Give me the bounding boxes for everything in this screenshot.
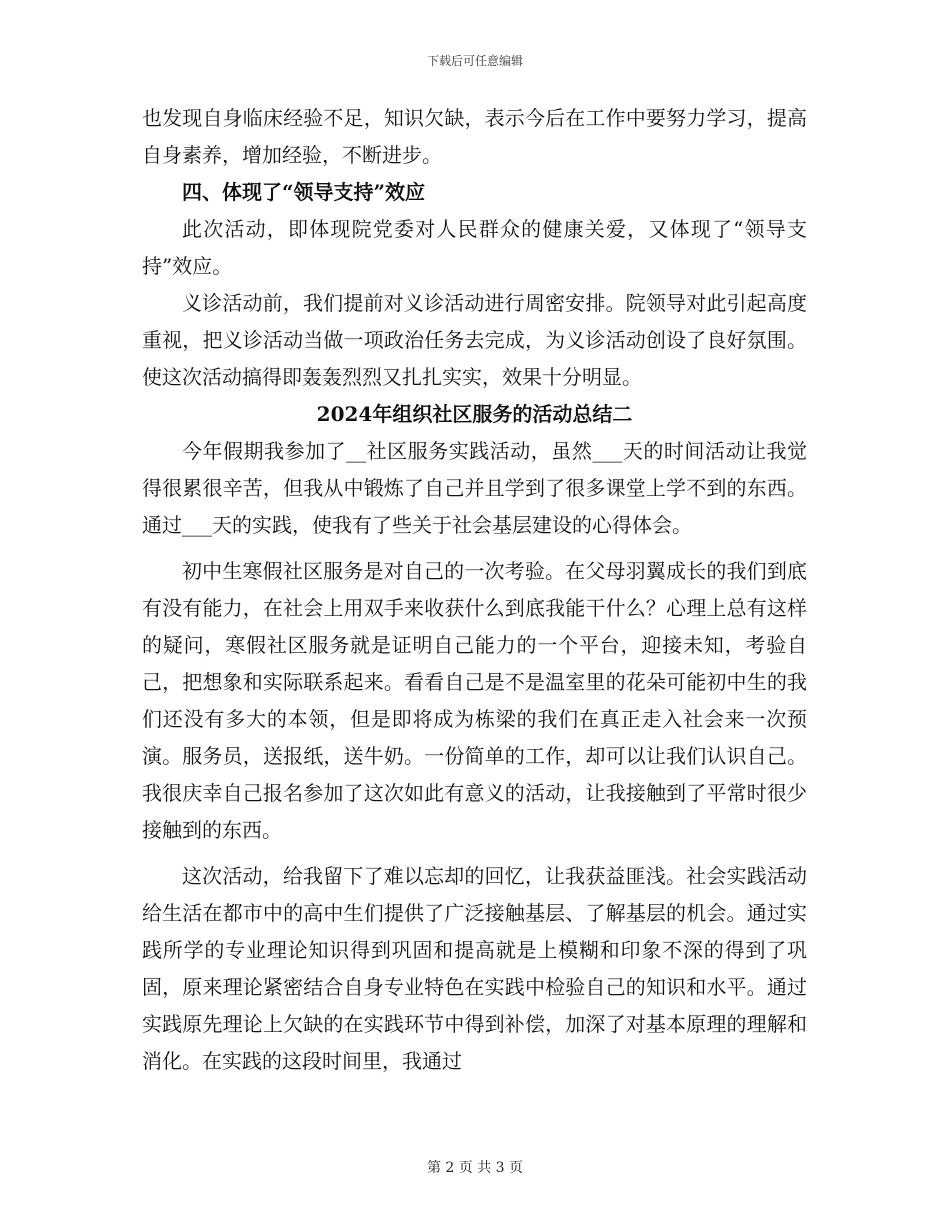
document-body bbox=[142, 100, 807, 1080]
section-heading: 四、体现了“领导支持”效应 bbox=[182, 180, 426, 204]
paragraph: 今年假期我参加了__社区服务实践活动，虽然___天的时间活动让我觉得很累很辛苦，但我从中锻炼了自己并且学到了很多课堂上学不到的东西。通过___天的实践，使我有了些关于社会基层建设的心得体会。 bbox=[142, 439, 807, 537]
paragraph-gap bbox=[142, 849, 807, 858]
paragraph: 初中生寒假社区服务是对自己的一次考验。在父母羽翼成长的我们到底有没有能力，在社会上用双手来收获什么到底我能干什么？心理上总有这样的疑问，寒假社区服务就是证明自己能力的一个平台，迎接未知，考验自己，把想象和实际联系起来。看看自己是不是温室里的花朵可能初中生的我们还没有多大的本领，但是即将成为栋梁的我们在真正走入社会来一次预演。服务员，送报纸，送牛奶。一份简单的工作，却可以让我们认识自己。我很庆幸自己报名参加了这次如此有意义的活动，让我接触到了平常时很少接触到的东西。 bbox=[142, 559, 807, 842]
document-title: 2024年组织社区服务的活动总结二 bbox=[316, 402, 633, 426]
page-number: 第 2 页 共 3 页 bbox=[426, 1160, 524, 1176]
paragraph: 这次活动，给我留下了难以忘却的回忆，让我获益匪浅。社会实践活动给生活在都市中的高中生们提供了广泛接触基层、了解基层的机会。通过实践所学的专业理论知识得到巩固和提高就是上模糊和印象不深的得到了巩固，原来理论紧密结合自身专业特色在实践中检验自己的知识和水平。通过实践原先理论上欠缺的在实践环节中得到补偿，加深了对基本原理的理解和消化。在实践的这段时间里，我通过 bbox=[142, 864, 807, 1073]
page-header: 下载后可任意编辑 bbox=[426, 54, 523, 68]
paragraph: 义诊活动前，我们提前对义诊活动进行周密安排。院领导对此引起高度重视，把义诊活动当做一项政治任务去完成，为义诊活动创设了良好氛围。使这次活动搞得即轰轰烈烈又扎扎实实，效果十分明显。 bbox=[142, 291, 807, 389]
paragraph-gap bbox=[142, 544, 807, 553]
paragraph: 此次活动，即体现院党委对人民群众的健康关爱，又体现了“领导支持”效应。 bbox=[142, 217, 807, 278]
paragraph-continuation: 也发现自身临床经验不足，知识欠缺，表示今后在工作中要努力学习，提高自身素养，增加经验，不断进步。 bbox=[142, 106, 807, 167]
